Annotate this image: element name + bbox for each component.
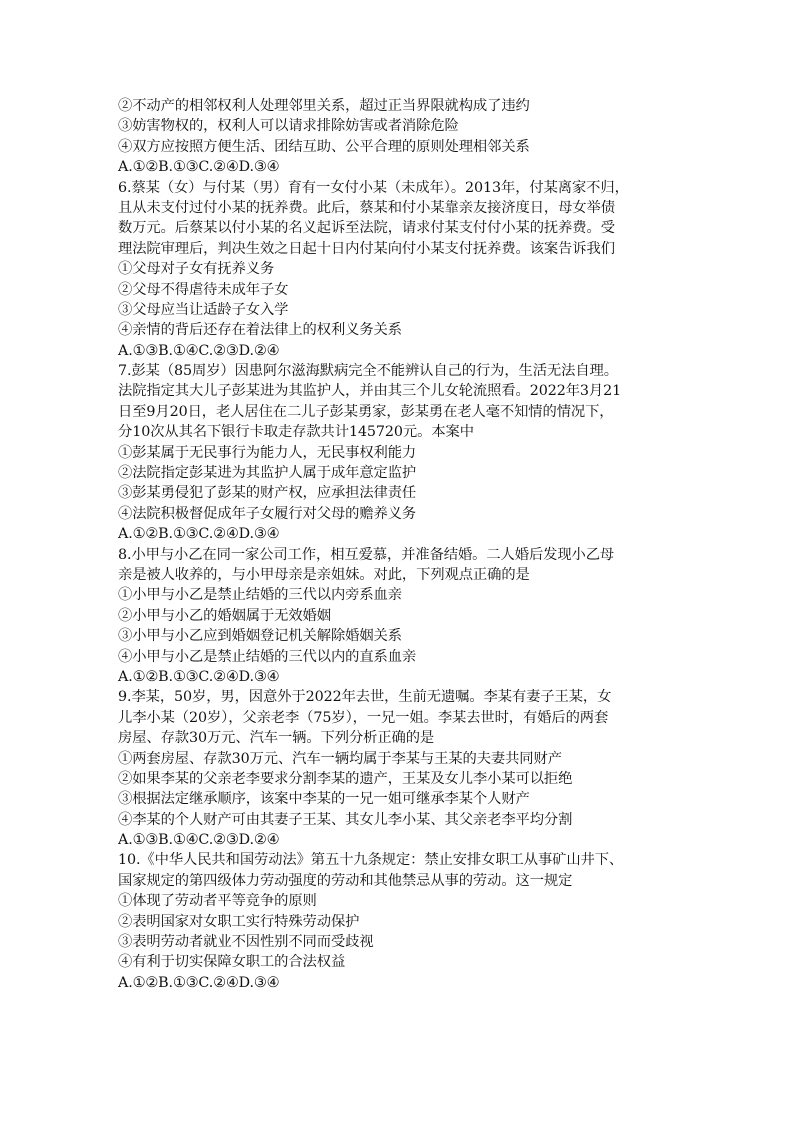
question-7-text: 日至9月20日，老人居住在二儿子彭某勇家，彭某勇在老人毫不知情的情况下，: [118, 403, 614, 420]
question-6-text: 数万元。后蔡某以付小某的名义起诉至法院，请求付某支付付小某的抚养费。受: [118, 220, 615, 237]
question-9-text: 儿李小某（20岁），父亲老李（75岁），一兄一姐。李某去世时，有婚后的两套: [118, 709, 609, 726]
statement-item: ①两套房屋、存款30万元、汽车一辆均属于李某与王某的夫妻共同财产: [118, 750, 562, 767]
statement-item: ④亲情的背后还存在着法律上的权利义务关系: [118, 322, 402, 339]
text-line: ②不动产的相邻权利人处理邻里关系，超过正当界限就构成了违约: [118, 98, 530, 114]
answer-options: A.①②B.①③C.②④D.③④: [118, 668, 280, 685]
statement-item: ③表明劳动者就业不因性别不同而受歧视: [118, 934, 374, 951]
question-9-text: 9.李某，50岁，男，因意外于2022年去世，生前无遗嘱。李某有妻子王某，女: [118, 689, 612, 706]
answer-options: A.①③B.①④C.②③D.②④: [118, 832, 280, 849]
text-line: ④双方应按照方便生活、团结互助、公平合理的原则处理相邻关系: [118, 138, 530, 155]
statement-item: ④法院积极督促成年子女履行对父母的赡养义务: [118, 505, 417, 522]
statement-item: ②如果李某的父亲老李要求分割李某的遗产，王某及女儿李小某可以拒绝: [118, 770, 573, 787]
statement-item: ②法院指定彭某进为其监护人属于成年意定监护: [118, 465, 417, 482]
question-8-text: 亲是被人收养的，与小甲母亲是亲姐妹。对此，下列观点正确的是: [118, 566, 530, 583]
statement-item: ③根据法定继承顺序，该案中李某的一兄一姐可继承李某个人财产: [118, 791, 530, 808]
statement-item: ③彭某勇侵犯了彭某的财产权，应承担法律责任: [118, 485, 417, 502]
statement-item: ③小甲与小乙应到婚姻登记机关解除婚姻关系: [118, 628, 402, 645]
statement-item: ③父母应当让适龄子女入学: [118, 301, 289, 318]
statement-item: ④小甲与小乙是禁止结婚的三代以内的直系血亲: [118, 648, 417, 665]
text-line: ③妨害物权的，权利人可以请求排除妨害或者消除危险: [118, 118, 459, 135]
answer-options: A.①②B.①③C.②④D.③④: [118, 159, 280, 176]
statement-item: ②父母不得虐待未成年子女: [118, 281, 289, 298]
answer-options: A.①②B.①③C.②④D.③④: [118, 974, 280, 991]
question-6-text: 理法院审理后，判决生效之日起十日内付某向付小某支付抚养费。该案告诉我们: [118, 240, 615, 257]
statement-item: ①父母对子女有抚养义务: [118, 261, 275, 278]
question-6-text: 6.蔡某（女）与付某（男）育有一女付小某（未成年）。2013年，付某离家不归，: [118, 179, 629, 196]
question-8-text: 8.小甲与小乙在同一家公司工作，相互爱慕，并准备结婚。二人婚后发现小乙母: [118, 546, 615, 563]
statement-item: ④有利于切实保障女职工的合法权益: [118, 954, 346, 971]
answer-options: A.①②B.①③C.②④D.③④: [118, 526, 280, 543]
statement-item: ①体现了劳动者平等竞争的原则: [118, 893, 317, 910]
statement-item: ④李某的个人财产可由其妻子王某、其女儿李小某、其父亲老李平均分割: [118, 811, 573, 828]
question-6-text: 且从未支付过付小某的抚养费。此后，蔡某和付小某靠亲友接济度日，母女举债: [118, 199, 615, 216]
statement-item: ①小甲与小乙是禁止结婚的三代以内旁系血亲: [118, 587, 402, 604]
question-7-text: 7.彭某（85周岁）因患阿尔滋海默病完全不能辨认自己的行为，生活无法自理。: [118, 363, 618, 380]
question-7-text: 法院指定其大儿子彭某进为其监护人，并由其三个儿女轮流照看。2022年3月21: [118, 383, 622, 400]
statement-item: ②小甲与小乙的婚姻属于无效婚姻: [118, 607, 331, 624]
question-10-text: 10.《中华人民共和国劳动法》第五十九条规定：禁止安排女职工从事矿山井下、: [118, 852, 624, 869]
question-9-text: 房屋、存款30万元、汽车一辆。下列分析正确的是: [118, 730, 435, 747]
statement-item: ①彭某属于无民事行为能力人，无民事权利能力: [118, 444, 417, 461]
statement-item: ②表明国家对女职工实行特殊劳动保护: [118, 913, 360, 930]
answer-options: A.①③B.①④C.②③D.②④: [118, 342, 280, 359]
question-10-text: 国家规定的第四级体力劳动强度的劳动和其他禁忌从事的劳动。这一规定: [118, 872, 573, 889]
document-page: [118, 96, 684, 993]
question-7-text: 分10次从其名下银行卡取走存款共计145720元。本案中: [118, 424, 474, 441]
